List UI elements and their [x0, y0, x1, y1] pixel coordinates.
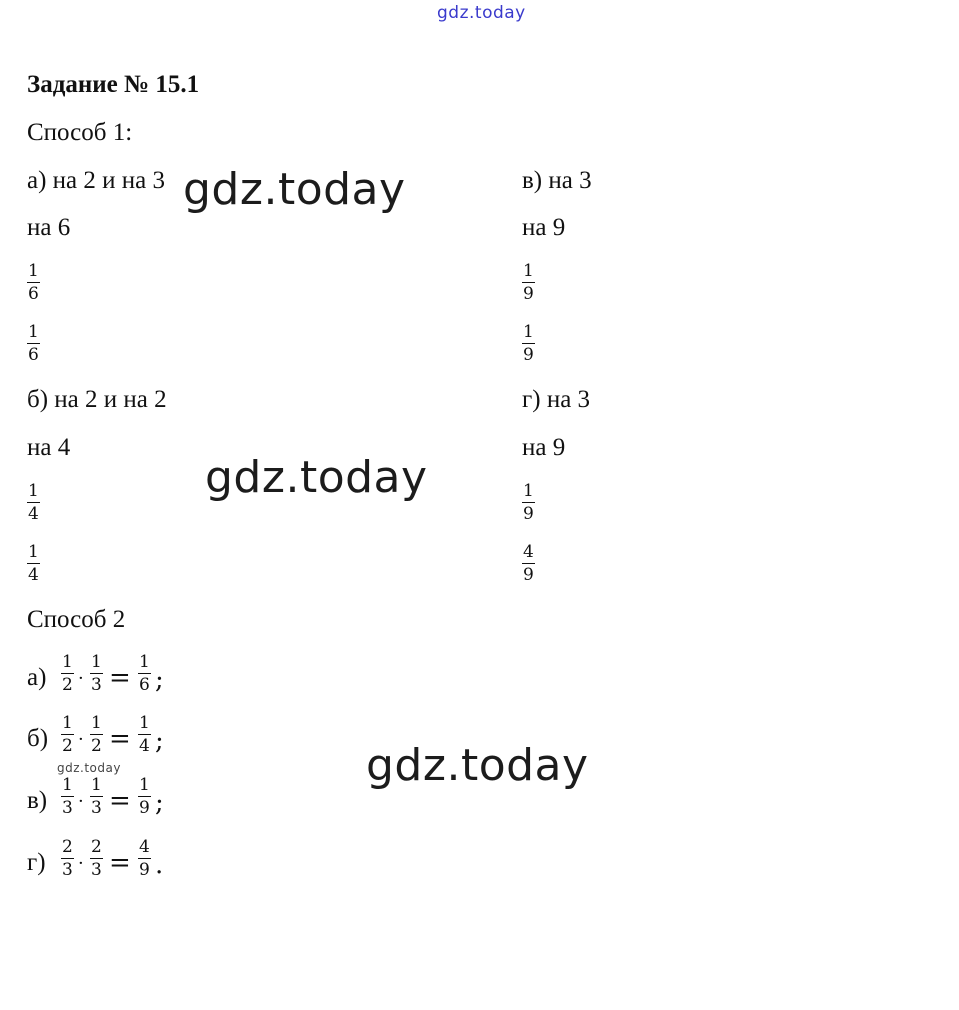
method1-b-line2: на 4 — [27, 434, 71, 461]
method1-b-fraction-1 — [27, 483, 40, 523]
method1-g-fraction-2 — [522, 544, 535, 584]
method1-b-label: б) на 2 и на 2 — [27, 386, 167, 413]
punctuation: ; — [155, 788, 164, 818]
fraction: 1 3 — [91, 652, 102, 695]
method1-g-label: г) на 3 — [522, 386, 591, 413]
equals-sign: = — [109, 724, 131, 754]
fraction: 1 2 — [62, 652, 73, 695]
method1-b-fraction-2 — [27, 544, 40, 584]
method1-heading: Способ 1: — [27, 119, 133, 146]
watermark-main-2: gdz.today — [205, 452, 428, 503]
fraction: 1 3 — [62, 775, 73, 818]
numerator: 1 — [523, 261, 534, 281]
method1-a-fraction-2 — [27, 324, 40, 364]
denominator: 9 — [523, 345, 534, 365]
watermark-main-3: gdz.today — [366, 740, 589, 791]
multiply-dot: · — [78, 668, 84, 689]
multiply-dot: · — [78, 853, 84, 874]
method1-g-fraction-1 — [522, 483, 535, 523]
equation-label: б) — [27, 725, 49, 752]
method1-g-line2: на 9 — [522, 434, 566, 461]
watermark-small: gdz.today — [57, 761, 121, 775]
method1-v-label: в) на 3 — [522, 167, 592, 194]
numerator: 1 — [28, 261, 39, 281]
punctuation: . — [155, 850, 164, 880]
equation-label: а) — [27, 664, 47, 691]
denominator: 6 — [28, 345, 39, 365]
task-title: Задание № 15.1 — [27, 71, 200, 98]
method1-v-line2: на 9 — [522, 214, 566, 241]
numerator: 1 — [523, 481, 534, 501]
denominator: 4 — [28, 504, 39, 524]
denominator: 9 — [523, 284, 534, 304]
fraction: 2 3 — [91, 837, 102, 880]
fraction: 1 2 — [62, 713, 73, 756]
equation-label: в) — [27, 787, 48, 814]
method1-a-line2: на 6 — [27, 214, 71, 241]
punctuation: ; — [155, 726, 164, 756]
fraction: 1 3 — [91, 775, 102, 818]
multiply-dot: · — [78, 729, 84, 750]
numerator: 4 — [523, 542, 534, 562]
numerator: 1 — [523, 322, 534, 342]
method1-a-label: а) на 2 и на 3 — [27, 167, 166, 194]
method2-heading: Способ 2 — [27, 606, 126, 633]
multiply-dot: · — [78, 791, 84, 812]
denominator: 9 — [523, 565, 534, 585]
equals-sign: = — [109, 848, 131, 878]
fraction: 2 3 — [62, 837, 73, 880]
fraction: 1 6 — [139, 652, 150, 695]
fraction: 1 9 — [139, 775, 150, 818]
equation-label: г) — [27, 849, 46, 876]
fraction: 1 2 — [91, 713, 102, 756]
watermark-main-1: gdz.today — [183, 164, 406, 215]
method1-a-fraction-1 — [27, 263, 40, 303]
watermark-top: gdz.today — [437, 3, 526, 23]
method1-v-fraction-1 — [522, 263, 535, 303]
denominator: 9 — [523, 504, 534, 524]
denominator: 4 — [28, 565, 39, 585]
numerator: 1 — [28, 481, 39, 501]
method1-v-fraction-2 — [522, 324, 535, 364]
equals-sign: = — [109, 663, 131, 693]
equals-sign: = — [109, 786, 131, 816]
fraction: 1 4 — [139, 713, 150, 756]
numerator: 1 — [28, 322, 39, 342]
denominator: 6 — [28, 284, 39, 304]
fraction: 4 9 — [139, 837, 150, 880]
punctuation: ; — [155, 665, 164, 695]
numerator: 1 — [28, 542, 39, 562]
